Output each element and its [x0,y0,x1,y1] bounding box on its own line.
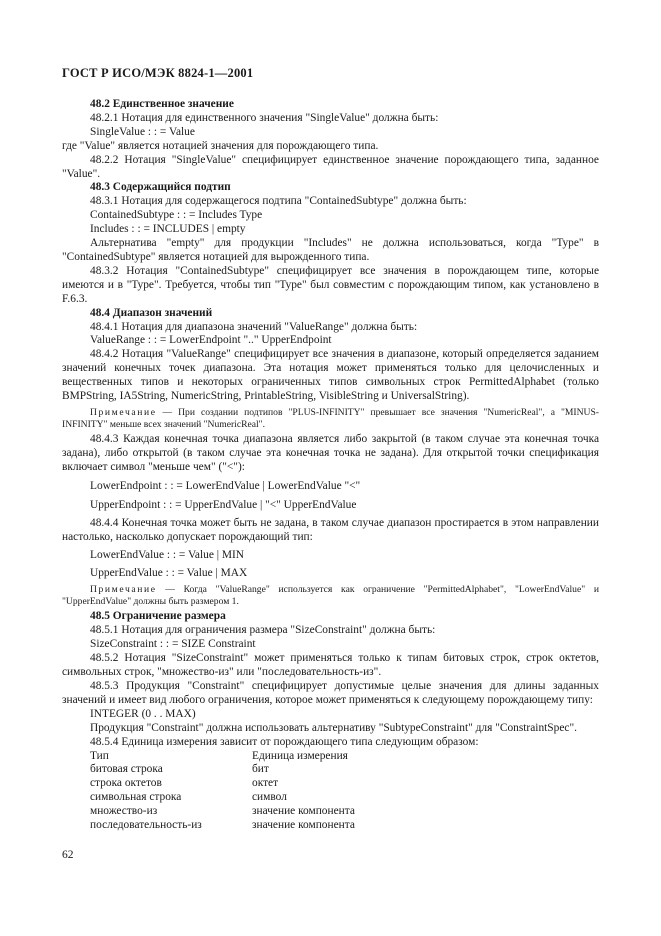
note [62,584,599,607]
table-row [90,805,355,819]
notation-line: INTEGER (0 . . MAX) [90,707,196,720]
table-row [90,791,355,805]
table-cell: символьная строка [90,791,182,804]
section-heading-48-4: 48.4 Диапазон значений [90,306,213,319]
notation-line: SizeConstraint : : = SIZE Constraint [90,638,256,651]
note-label: Примечание [90,406,157,418]
notation-line: Includes : : = INCLUDES | empty [90,223,246,236]
paragraph: 48.4.1 Нотация для диапазона значений "ValueRange" должна быть: [90,320,418,333]
table-cell: значение компонента [252,819,355,832]
table-row [90,777,355,791]
section-heading-48-5: 48.5 Ограничение размера [90,610,226,623]
paragraph: 48.5.4 Единица измерения зависит от порождающего типа следующим образом: [90,735,479,748]
note-text: — Когда "ValueRange" используется как ограничение "PermittedAlphabet", "LowerEndValue" и "UpperEndValue" должны быть размером 1. [62,584,599,607]
notation-line: UpperEndpoint : : = UpperEndValue | "<" UpperEndValue [90,498,357,511]
paragraph: 48.3.1 Нотация для содержащегося подтипа "ContainedSubtype" должна быть: [90,195,467,208]
table-header-cell: Единица измерения [252,749,348,762]
table-cell: битовая строка [90,763,163,776]
notation-line: ValueRange : : = LowerEndpoint ".." UpperEndpoint [90,334,332,347]
table-row [90,819,355,833]
table-cell: бит [252,763,269,776]
table-row [90,763,355,777]
table-cell: символ [252,791,287,804]
paragraph: Альтернатива "empty" для продукции "Includes" не должна использоваться, когда "Type" в "ContainedSubtype" является нотацией для вырожденного типа. [62,237,599,263]
notation-line: LowerEndValue : : = Value | MIN [90,549,245,562]
paragraph: 48.4.2 Нотация "ValueRange" специфицирует все значения в диапазоне, который определяется заданием значений конечных точек диапазона. Эта нотация может применяться только для целочисленных и вещественных типов и некоторых ограниченных типов символьных строк PermittedAlphabet (только BMPString, IA5String, NumericString, PrintableString, VisibleString и UniversalString). [62,348,599,403]
paragraph: 48.2.2 Нотация "SingleValue" специфицирует единственное значение порождающего типа, заданное "Value". [62,153,599,180]
paragraph: 48.5.2 Нотация "SizeConstraint" может применяться только к типам битовых строк, строк октетов, символьных строк, "множество-из" или "последовательность-из". [62,652,599,679]
note [62,407,599,430]
notation-line: LowerEndpoint : : = LowerEndValue | LowerEndValue "<" [90,479,361,492]
section-heading-48-2: 48.2 Единственное значение [90,98,234,110]
paragraph: 48.5.1 Нотация для ограничения размера "SizeConstraint" должна быть: [90,624,436,637]
paragraph: 48.2.1 Нотация для единственного значения "SingleValue" должна быть: [90,111,439,124]
notation-line: SingleValue : : = Value [90,125,195,138]
table-cell: значение компонента [252,805,355,818]
paragraph: 48.3.2 Нотация "ContainedSubtype" специфицирует все значения в порождающем типе, которые имеются и в "Type". Требуется, чтобы тип "Type" был совместим с порождающим типом, как установлено в F.6.3. [62,264,599,305]
paragraph: Продукция "Constraint" должна использовать альтернативу "SubtypeConstraint" для "ConstraintSpec". [90,721,577,734]
paragraph: где "Value" является нотацией значения для порождающего типа. [62,139,379,152]
document-header: ГОСТ Р ИСО/МЭК 8824-1—2001 [62,66,254,80]
table-header-cell: Тип [90,749,109,762]
table-header-row [90,750,355,764]
table-cell: множество-из [90,805,158,818]
notation-line: ContainedSubtype : : = Includes Type [90,209,263,222]
paragraph: 48.4.4 Конечная точка может быть не задана, в таком случае диапазон простирается в этом направлении настолько, насколько допускает порождающий тип: [62,516,599,543]
note-text: — При создании подтипов "PLUS-INFINITY" превышает все значения "NumericReal", а "MINUS-INFINITY" меньше всех значений "NumericReal". [62,406,599,430]
note-label: Примечание [90,584,157,596]
page-body [62,98,599,833]
page-number: 62 [62,849,74,861]
paragraph: 48.5.3 Продукция "Constraint" специфицирует допустимые целые значения для длины заданных значений и имеет вид любого ограничения, которое может применяться к следующему порождающему типу: [62,680,599,706]
paragraph: 48.4.3 Каждая конечная точка диапазона является либо закрытой (в таком случае эта конечная точка задана), либо открытой (в таком случае эта конечная точка не задана). Для открытой точки спецификация включает символ "меньше чем" ("<"): [62,433,599,473]
table-cell: октет [252,777,279,790]
section-heading-48-3: 48.3 Содержащийся подтип [90,181,231,194]
unit-table [90,750,355,833]
table-cell: строка октетов [90,777,162,790]
table-cell: последовательность-из [90,819,202,832]
notation-line: UpperEndValue : : = Value | MAX [90,567,248,580]
